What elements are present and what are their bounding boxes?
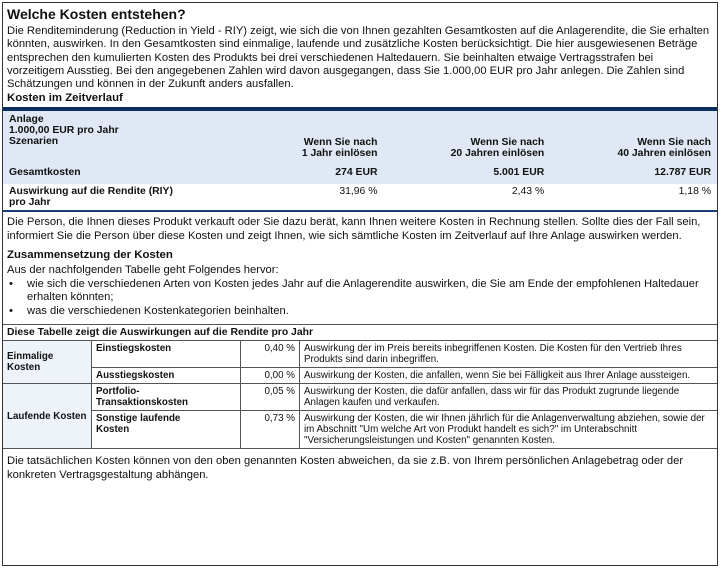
other-ongoing-costs-name [92, 411, 241, 449]
riy-label-line2: pro Jahr [9, 197, 51, 209]
entry-costs-name [92, 341, 241, 368]
one-off-costs-group [3, 341, 92, 384]
riy-label [3, 184, 245, 211]
composition-bullets [3, 278, 717, 318]
col-1-year [245, 111, 383, 161]
transaction-costs-pct: 0,05 % [241, 384, 300, 411]
other-ongoing-costs-desc: Auswirkung der Kosten, die wir Ihnen jährlich für die Anlagenverwaltung abziehen, sowie der im Abschnitt "Um welche Art von Produkt handelt es sich?" im Unterabschnitt "Versicherungsleistungen und Kosten" genannten Kosten. [300, 411, 718, 449]
riy-row [3, 184, 717, 211]
total-costs-40y: 12.787 EUR [654, 167, 711, 179]
investment-amount: 1.000,00 EUR pro Jahr [9, 125, 119, 137]
entry-costs-label: Einstiegskosten [96, 343, 172, 355]
riy-1y: 31,96 % [339, 186, 378, 198]
costs-over-time-table [3, 111, 717, 212]
costs-over-time-heading: Kosten im Zeitverlauf [7, 92, 123, 105]
other-ongoing-costs-line1: Sonstige laufende [96, 413, 181, 425]
transaction-costs-line1: Portfolio- [96, 386, 140, 398]
total-costs-20y: 5.001 EUR [493, 167, 545, 179]
total-costs-1y: 274 EUR [335, 167, 378, 179]
total-costs-row [3, 161, 717, 184]
advisor-note: Die Person, die Ihnen dieses Produkt verkauft oder Sie dazu berät, kann Ihnen weitere Kosten in Rechnung stellen. Sollte dies der Fall sein, informiert Sie die Person über diese Kosten und zeigt Ihnen, wie sich sämtliche Kosten im Zeitverlauf auf Ihre Anlage auswirken werden. [7, 216, 701, 242]
composition-caption-row [3, 325, 717, 341]
time-table-header-row [3, 111, 717, 161]
investment-scenarios-cell [3, 111, 245, 161]
scenarios-label: Szenarien [9, 136, 59, 148]
exit-costs-row [3, 368, 717, 384]
col-1-year-line2: 1 Jahr einlösen [301, 148, 378, 160]
col-1-year-line1: Wenn Sie nach [303, 137, 378, 149]
entry-costs-desc: Auswirkung der im Preis bereits inbegriffenen Kosten. Die Kosten für den Vertrieb Ihres Produkts sind darin inbegriffen. [300, 341, 718, 368]
entry-costs-pct: 0,40 % [241, 341, 300, 368]
transaction-costs-desc: Auswirkung der Kosten, die dafür anfallen, dass wir für das Produkt zugrunde liegende Anlagen kaufen und verkaufen. [300, 384, 718, 411]
exit-costs-pct: 0,00 % [241, 368, 300, 384]
transaction-costs-line2: Transaktionskosten [96, 397, 189, 409]
footer-note: Die tatsächlichen Kosten können von den oben genannten Kosten abweichen, da sie z.B. von Ihrem persönlichen Anlagebetrag oder der konkreten Vertragsgestaltung abhängen. [7, 455, 684, 481]
section-title: Welche Kosten entstehen? [7, 6, 186, 22]
other-ongoing-costs-line2: Kosten [96, 424, 130, 436]
entry-costs-row [3, 341, 717, 368]
total-costs-label: Gesamtkosten [9, 167, 81, 179]
other-ongoing-costs-row [3, 411, 717, 449]
composition-heading: Zusammensetzung der Kosten [7, 249, 173, 262]
bullet-item: • wie sich die verschiedenen Arten von Kosten jedes Jahr auf die Anlagerendite auswirken, die Sie am Ende der empfohlenen Haltedauer erhalten könnten; [27, 278, 717, 305]
riy-20y: 2,43 % [511, 186, 545, 198]
one-off-costs-line1: Einmalige [7, 351, 54, 363]
riy-40y: 1,18 % [678, 186, 711, 198]
col-20-years-line2: 20 Jahren einlösen [450, 148, 545, 160]
composition-caption: Diese Tabelle zeigt die Auswirkungen auf die Rendite pro Jahr [3, 325, 717, 341]
other-ongoing-costs-pct: 0,73 % [241, 411, 300, 449]
col-40-years [550, 111, 717, 161]
costs-document [2, 2, 718, 566]
col-40-years-line2: 40 Jahren einlösen [617, 148, 711, 160]
intro-paragraph: Die Renditeminderung (Reduction in Yield - RIY) zeigt, wie sich die von Ihnen gezahlten Gesamtkosten auf die Anlagerendite, die Sie erhalten könnten, auswirken. In den Gesamtkosten sind einmalige, laufende und zusätzliche Kosten berücksichtigt. Die hier ausgewiesenen Beträge entsprechen den kumulierten Kosten des Produkts bei drei verschiedenen Haltedauern. Sie beinhalten etwaige Vertragsstrafen bei vorzeitigem Ausstieg. Bei den angegebenen Zahlen wird davon ausgegangen, dass Sie 1.000,00 EUR pro Jahr anlegen. Die Zahlen sind Schätzungen und können in der Zukunft anders ausfallen. [7, 25, 710, 91]
investment-label: Anlage [9, 114, 44, 126]
bullet-item: • was die verschiedenen Kostenkategorien beinhalten. [27, 305, 717, 318]
exit-costs-label: Ausstiegskosten [96, 370, 175, 382]
ongoing-costs-group: Laufende Kosten [3, 384, 92, 449]
transaction-costs-row [3, 384, 717, 411]
one-off-costs-line2: Kosten [7, 362, 41, 374]
exit-costs-name [92, 368, 241, 384]
col-20-years-line1: Wenn Sie nach [470, 137, 545, 149]
col-40-years-line1: Wenn Sie nach [637, 137, 711, 149]
riy-label-line1: Auswirkung auf die Rendite (RIY) [9, 186, 173, 198]
composition-intro: Aus der nachfolgenden Tabelle geht Folgendes hervor: [7, 264, 279, 277]
exit-costs-desc: Auswirkung der Kosten, die anfallen, wenn Sie bei Fälligkeit aus Ihrer Anlage aussteigen. [300, 368, 718, 384]
transaction-costs-name [92, 384, 241, 411]
col-20-years [383, 111, 550, 161]
cost-composition-table [3, 324, 717, 449]
